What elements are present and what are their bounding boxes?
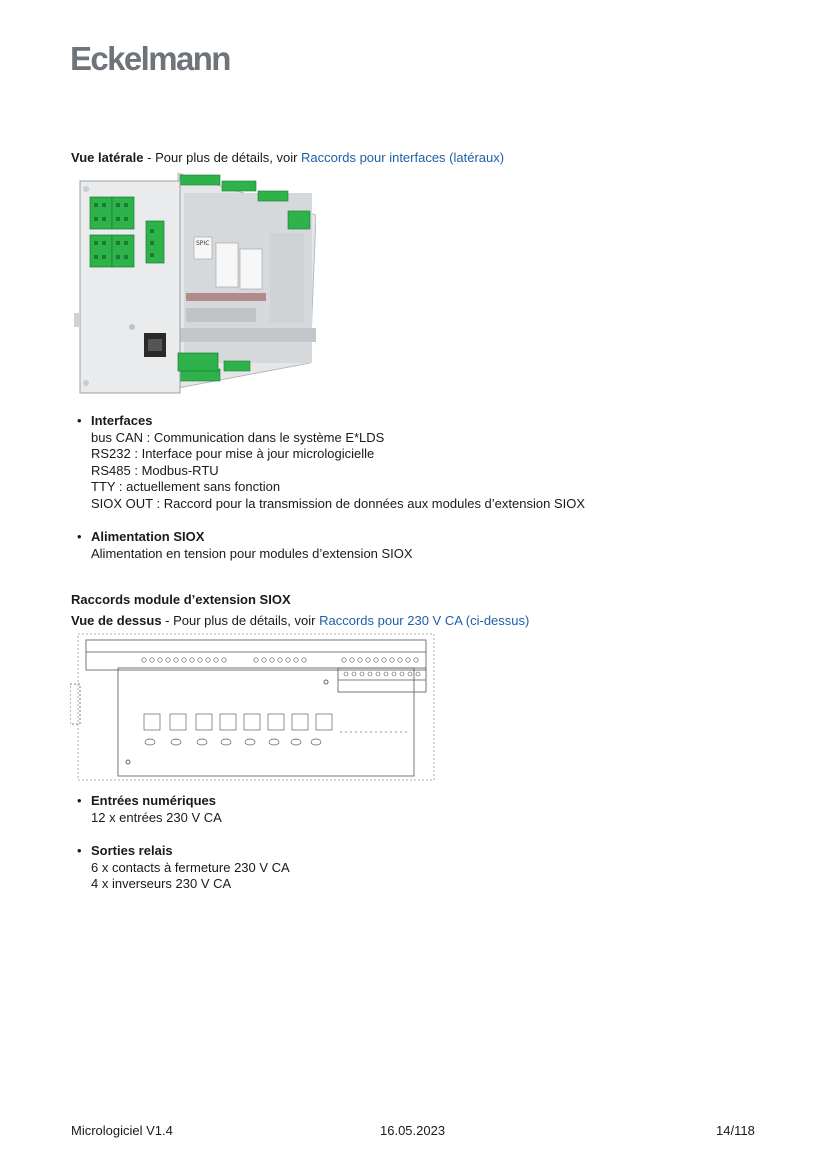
bullet-dot: •	[77, 793, 82, 808]
footer-page-number: 14/118	[716, 1123, 755, 1138]
siox-power-title: Alimentation SIOX	[91, 529, 205, 544]
side-view-text: - Pour plus de détails, voir	[143, 150, 302, 165]
interfaces-line: TTY : actuellement sans fonction	[91, 479, 281, 494]
interfaces-line: bus CAN : Communication dans le système E*LDS	[91, 429, 385, 445]
relay-outputs-title: Sorties relais	[91, 843, 173, 858]
interfaces-bullet	[77, 413, 585, 512]
bullet-dot: •	[77, 843, 82, 858]
interfaces-line: RS485 : Modbus-RTU	[91, 462, 219, 478]
device-label-text: SPIC	[196, 240, 210, 247]
top-view-caption	[71, 613, 529, 629]
top-view-link[interactable]: Raccords pour 230 V CA (ci-dessus)	[319, 613, 530, 628]
footer-date: 16.05.2023	[380, 1123, 446, 1138]
relay-outputs-bullet	[77, 843, 290, 893]
side-view-device-image	[74, 173, 316, 403]
interfaces-line: RS232 : Interface pour mise à jour micrologicielle	[91, 446, 375, 461]
siox-power-bullet	[77, 529, 413, 562]
relay-outputs-line: 6 x contacts à fermeture 230 V CA	[91, 859, 290, 875]
bullet-dot: •	[77, 413, 82, 428]
digital-inputs-bullet	[77, 793, 222, 826]
siox-section-heading: Raccords module d’extension SIOX	[71, 592, 291, 607]
relay-outputs-line: 4 x inverseurs 230 V CA	[91, 876, 232, 891]
eckelmann-logo: Eckelmann	[70, 40, 230, 77]
side-view-link[interactable]: Raccords pour interfaces (latéraux)	[301, 150, 505, 165]
top-view-device-drawing	[70, 632, 442, 784]
top-view-text: - Pour plus de détails, voir	[161, 613, 320, 628]
digital-inputs-line: 12 x entrées 230 V CA	[91, 809, 222, 825]
footer-firmware-version: Micrologiciel V1.4	[71, 1123, 173, 1138]
side-view-caption	[71, 150, 504, 166]
top-view-label: Vue de dessus	[71, 613, 162, 628]
siox-power-line: Alimentation en tension pour modules d’extension SIOX	[91, 545, 413, 561]
side-view-label: Vue latérale	[71, 150, 144, 165]
interfaces-line: SIOX OUT : Raccord pour la transmission de données aux modules d’extension SIOX	[91, 495, 586, 511]
digital-inputs-title: Entrées numériques	[91, 793, 216, 808]
interfaces-title: Interfaces	[91, 413, 153, 428]
bullet-dot: •	[77, 529, 82, 544]
